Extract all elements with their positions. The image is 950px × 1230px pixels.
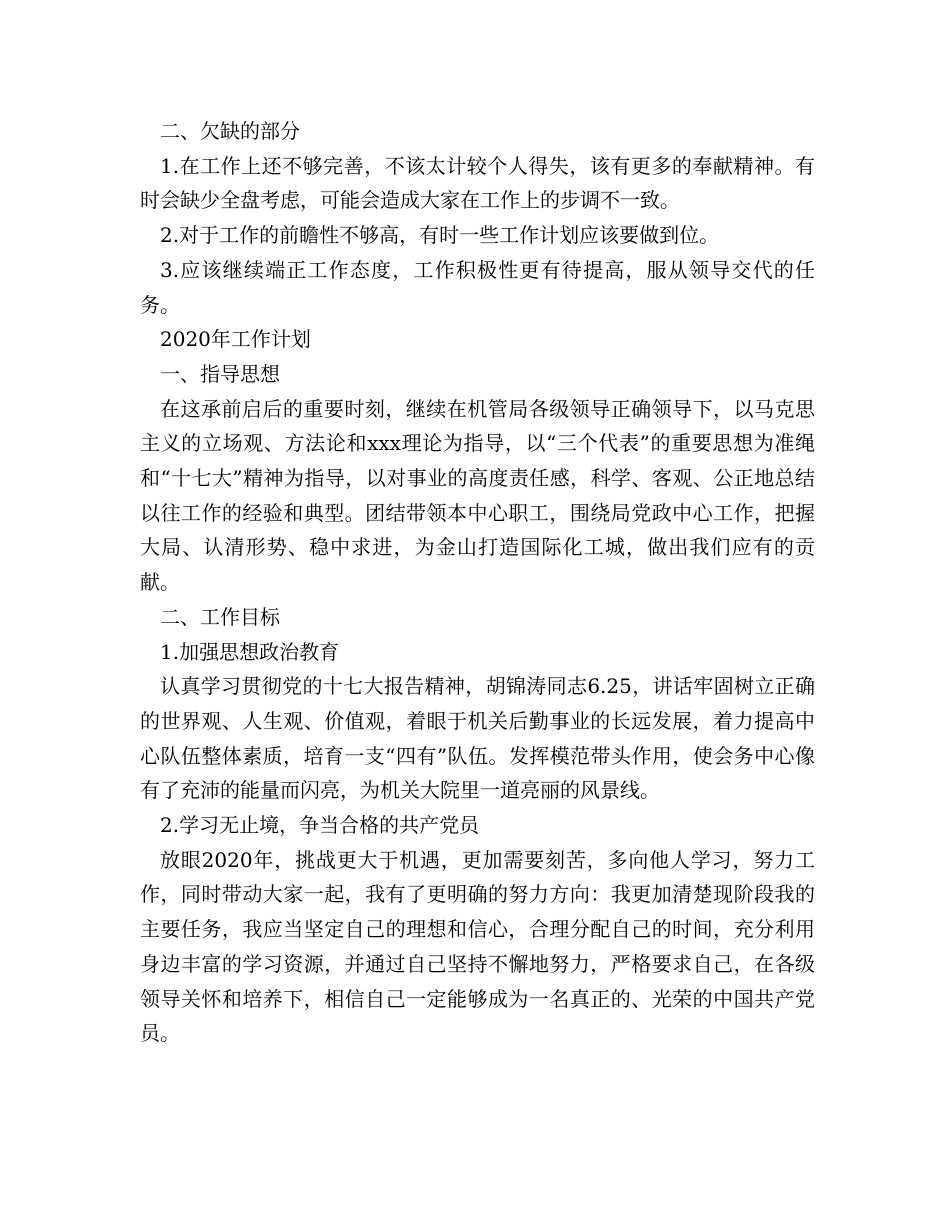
plan-title: 2020年工作计划 (160, 327, 311, 352)
goal-heading-2: 2.学习无止境，争当合格的共产党员 (160, 813, 480, 838)
goal-1-paragraph: 认真学习贯彻党的十七大报告精神，胡锦涛同志6.25，讲话牢固树立正确的世界观、人生观、价值观，着眼于机关后勤事业的长远发展，着力提高中心队伍整体素质，培育一支“四有”队伍。发挥模范带头作用，使会务中心像有了充沛的能量而闪亮，为机关大院里一道亮丽的风景线。 (140, 674, 815, 803)
shortcoming-item-1: 1.在工作上还不够完善，不该太计较个人得失，该有更多的奉献精神。有时会缺少全盘考虑，可能会造成大家在工作上的步调不一致。 (140, 153, 815, 213)
shortcoming-item-2: 2.对于工作的前瞻性不够高，有时一些工作计划应该要做到位。 (160, 223, 720, 248)
goal-2-paragraph: 放眼2020年，挑战更大于机遇，更加需要刻苦，多向他人学习，努力工作，同时带动大家一起，我有了更明确的努力方向：我更加清楚现阶段我的主要任务，我应当坚定自己的理想和信心，合理分配自己的时间，充分利用身边丰富的学习资源，并通过自己坚持不懈地努力，严格要求自己，在各级领导关怀和培养下，相信自己一定能够成为一名真正的、光荣的中国共产党员。 (140, 847, 815, 1046)
section-heading-work-goals: 二、工作目标 (160, 604, 280, 629)
section-heading-shortcomings: 二、欠缺的部分 (160, 119, 300, 143)
document-body (140, 114, 815, 1051)
goal-heading-1: 1.加强思想政治教育 (160, 639, 340, 664)
section-heading-guiding-ideology: 一、指导思想 (160, 361, 280, 386)
shortcoming-item-3: 3.应该继续端正工作态度，工作积极性更有待提高，服从领导交代的任务。 (140, 257, 815, 317)
guiding-ideology-paragraph: 在这承前启后的重要时刻，继续在机管局各级领导正确领导下，以马克思主义的立场观、方法论和xxx理论为指导，以“三个代表”的重要思想为准绳和“十七大”精神为指导，以对事业的高度责任感，科学、客观、公正地总结以往工作的经验和典型。团结带领本中心职工，围绕局党政中心工作，把握大局、认清形势、稳中求进，为金山打造国际化工城，做出我们应有的贡献。 (140, 396, 815, 595)
